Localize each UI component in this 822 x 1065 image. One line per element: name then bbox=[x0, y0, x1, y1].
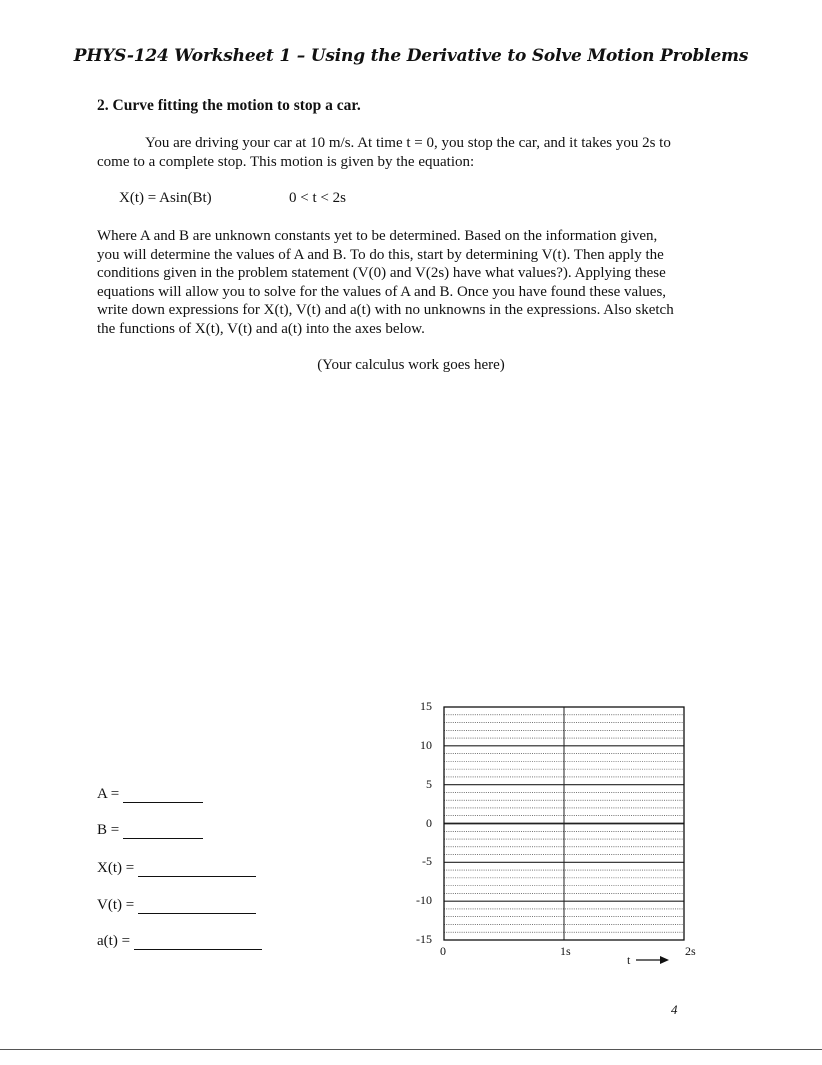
x-tick-label: 0 bbox=[440, 944, 446, 958]
y-tick-label: 0 bbox=[426, 815, 432, 830]
page-number: 4 bbox=[671, 1002, 678, 1017]
x-axis-arrow-icon bbox=[636, 954, 670, 966]
answer-x-label: X(t) = bbox=[97, 860, 135, 876]
instructions-line: Where A and B are unknown constants yet to be determined. Based on the information given, bbox=[97, 228, 658, 244]
y-tick-label: -10 bbox=[416, 893, 432, 908]
x-tick-label: 1s bbox=[560, 944, 571, 958]
instructions-line: write down expressions for X(t), V(t) and a(t) with no unknowns in the expressions. Also sketch bbox=[97, 302, 674, 319]
answer-v-label: V(t) = bbox=[97, 897, 135, 913]
x-axis-label: t bbox=[627, 953, 631, 967]
work-area-note: (Your calculus work goes here) bbox=[317, 357, 505, 373]
y-tick-label: 10 bbox=[420, 737, 432, 752]
section-heading: 2. Curve fitting the motion to stop a car. bbox=[97, 97, 361, 114]
y-tick-label: -15 bbox=[416, 932, 432, 946]
instructions-line: the functions of X(t), V(t) and a(t) into the axes below. bbox=[97, 320, 425, 337]
instructions-line: conditions given in the problem statement (V(0) and V(2s) have what values?). Applying these bbox=[97, 265, 666, 282]
chart-grid bbox=[444, 707, 684, 940]
instructions-line: you will determine the values of A and B. To do this, start by determining V(t). Then apply the bbox=[97, 246, 664, 263]
answer-a-label: A = bbox=[97, 786, 120, 802]
answer-acc-label: a(t) = bbox=[97, 933, 131, 949]
page-bottom-rule bbox=[0, 1049, 822, 1050]
answer-b-label: B = bbox=[97, 822, 120, 838]
intro-line-1: You are driving your car at 10 m/s. At time t = 0, you stop the car, and it takes you 2s to bbox=[145, 135, 671, 151]
y-tick-label: 5 bbox=[426, 776, 432, 791]
y-tick-label: 15 bbox=[420, 699, 432, 713]
instructions-line: equations will allow you to solve for the values of A and B. Once you have found these values, bbox=[97, 283, 667, 300]
x-tick-label: 2s bbox=[685, 944, 696, 958]
y-tick-label: -5 bbox=[422, 854, 432, 869]
intro-line-2: come to a complete stop. This motion is given by the equation: bbox=[97, 153, 475, 170]
equation-expression: X(t) = Asin(Bt) bbox=[119, 190, 212, 206]
equation-domain: 0 < t < 2s bbox=[289, 190, 346, 206]
worksheet-title: PHYS-124 Worksheet 1 – Using the Derivative to Solve Motion Problems bbox=[73, 46, 749, 66]
